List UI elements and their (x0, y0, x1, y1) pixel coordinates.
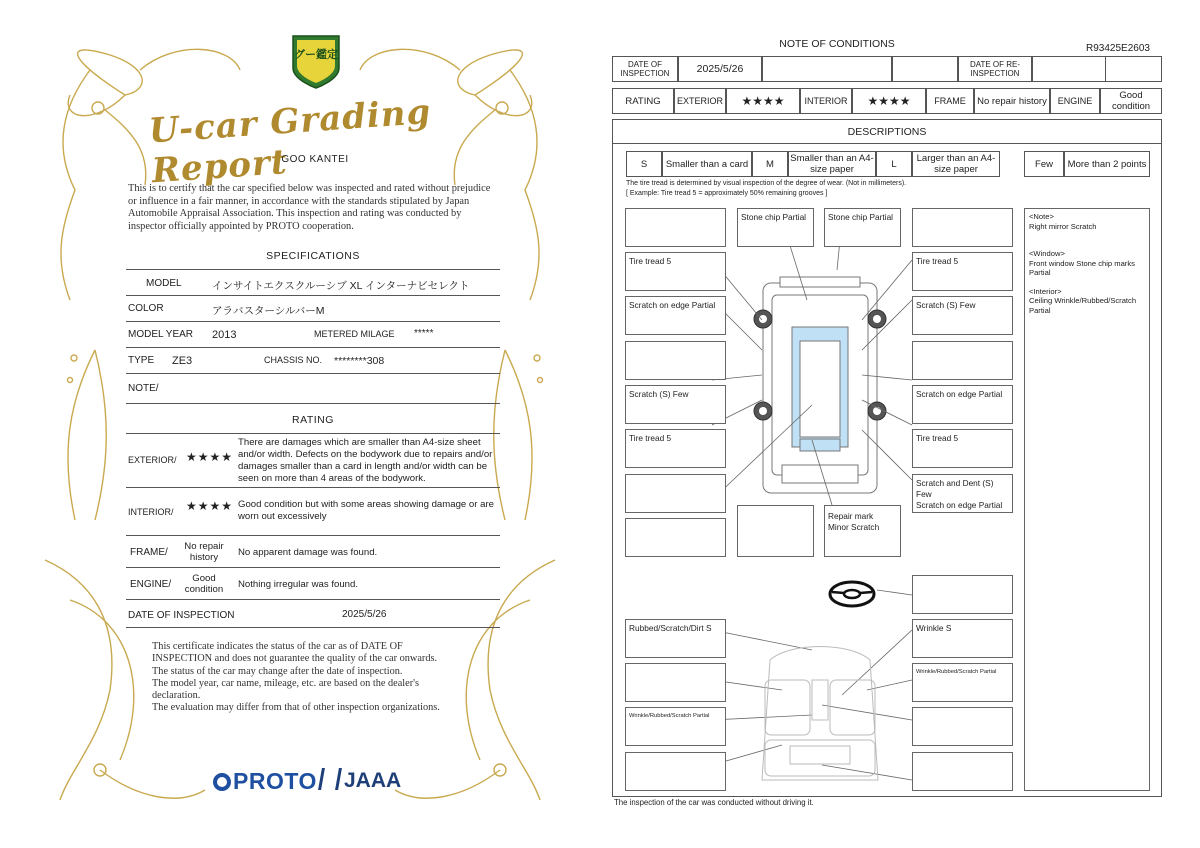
exterior-row (126, 435, 500, 488)
damage-box (625, 663, 726, 702)
legend-s-desc: Smaller than a card (662, 151, 752, 177)
model-year-label: MODEL YEAR (128, 329, 194, 340)
interior-box-left-3 (625, 707, 726, 746)
divider (126, 269, 500, 270)
damage-text: Stone chip Partial (741, 212, 807, 222)
damage-text: Scratch (S) Few (629, 389, 689, 399)
note-row (126, 375, 500, 404)
damage-box-left-2 (625, 296, 726, 335)
reference-number: R93425E2603 (1086, 43, 1150, 54)
engine-row (126, 569, 500, 600)
disclaimer-line: The status of the car may change after the date of inspection. (152, 665, 403, 677)
blank-cell (892, 56, 958, 82)
specifications-heading: SPECIFICATIONS (266, 250, 360, 262)
mileage-value: ***** (414, 328, 434, 339)
report-title: U-car Grading Report (147, 91, 433, 192)
exterior-stars: ★★★★ (726, 88, 800, 114)
interior-label: INTERIOR/ (128, 507, 174, 517)
damage-box-front-left (737, 208, 814, 247)
damage-box (625, 518, 726, 557)
model-year-row (126, 323, 500, 348)
damage-box-rear (824, 505, 901, 557)
legend-l-desc: Larger than an A4-size paper (912, 151, 1000, 177)
jaaa-logo-text: JAAA (344, 769, 402, 792)
engine-label: ENGINE (1050, 88, 1100, 114)
note-label: NOTE/ (128, 383, 159, 394)
goo-kantei-badge (289, 32, 343, 90)
car-interior-diagram (750, 640, 890, 790)
disclaimer-line: The evaluation may differ from that of other inspection organizations. (152, 702, 440, 714)
legend-m-desc: Smaller than an A4-size paper (788, 151, 876, 177)
damage-box-right-2 (912, 296, 1013, 335)
disclaimer-line: This certificate indicates the status of the car as of DATE OF (152, 641, 403, 652)
interior-note-heading: <Interior> (1029, 286, 1062, 296)
damage-box (912, 707, 1013, 746)
exterior-description: There are damages which are smaller than A4-size sheet and/or width. Defects on the bodywork due to repairs and/or damages smaller than a card in length and/or width can be seen on more than 4 areas of the bodywork. (238, 437, 493, 484)
interior-description: Good condition but with some areas showing damage or are worn out excessively (238, 499, 494, 522)
interior-note-body: Ceiling Wrinkle/Rubbed/Scratch Partial (1029, 296, 1137, 315)
disclaimer-line: INSPECTION and does not guarantee the quality of the car onwards. (152, 653, 438, 665)
type-label: TYPE (128, 355, 155, 366)
damage-box (625, 474, 726, 513)
window-heading: <Window> (1029, 249, 1065, 258)
model-year-value: 2013 (212, 329, 237, 341)
damage-text: Wrinkle/Rubbed/Scratch Partial (629, 713, 710, 719)
damage-text: Minor Scratch (828, 522, 880, 532)
damage-text: Scratch on edge Partial (916, 500, 1003, 510)
type-row (126, 349, 500, 374)
damage-text: Tire tread 5 (629, 433, 672, 443)
blank-cell (762, 56, 892, 82)
damage-text: Tire tread 5 (916, 433, 959, 443)
exterior-stars: ★★★★ (186, 450, 234, 464)
damage-box-right-6 (912, 474, 1013, 513)
jaaa-logo (320, 768, 401, 793)
tread-note: The tire tread is determined by visual inspection of the degree of wear. (Not in millimeters). (626, 180, 907, 187)
color-value: アラバスターシルバーM (212, 305, 325, 317)
conditions-heading: NOTE OF CONDITIONS (779, 38, 895, 50)
exterior-label: EXTERIOR/ (128, 455, 177, 465)
damage-box (625, 208, 726, 247)
rating-heading: RATING (292, 414, 334, 426)
damage-box (625, 752, 726, 791)
model-row (126, 271, 500, 296)
inspection-footnote: The inspection of the car was conducted without driving it. (614, 798, 814, 807)
damage-box (912, 208, 1013, 247)
damage-box (625, 341, 726, 380)
chassis-value: ********308 (334, 355, 385, 367)
disclaimer-line: The model year, car name, mileage, etc. are based on the dealer's (152, 677, 420, 689)
jaaa-logo-icon (318, 768, 342, 790)
damage-text: Wrinkle S (916, 623, 952, 633)
damage-box (912, 341, 1013, 380)
badge-text: グー鑑定 (294, 49, 338, 61)
frame-description: No apparent damage was found. (238, 547, 378, 558)
damage-text: Repair mark (828, 511, 874, 521)
damage-box (737, 505, 814, 557)
note-heading: <Note> (1029, 212, 1054, 221)
damage-text: Scratch on edge Partial (629, 300, 716, 310)
engine-label: ENGINE/ (130, 579, 172, 590)
damage-box-left-5 (625, 429, 726, 468)
date-of-inspection-label: DATE OF INSPECTION (612, 56, 678, 82)
frame-value: No repair history (184, 541, 224, 563)
interior-box-right-2 (912, 663, 1013, 702)
frame-row (126, 537, 500, 568)
descriptions-heading: DESCRIPTIONS (847, 126, 927, 138)
legend-l-label: L (876, 151, 912, 177)
interior-stars: ★★★★ (852, 88, 926, 114)
exterior-label: EXTERIOR (674, 88, 726, 114)
engine-value: Good condition (184, 573, 224, 595)
descriptions-header (612, 120, 1162, 144)
legend-s-label: S (626, 151, 662, 177)
damage-box (912, 752, 1013, 791)
interior-label: INTERIOR (800, 88, 852, 114)
damage-box-right-5 (912, 429, 1013, 468)
damage-text: Scratch on edge Partial (916, 389, 1003, 399)
damage-box-left-4 (625, 385, 726, 424)
notes-panel (1024, 208, 1150, 791)
damage-text: Scratch (S) Few (916, 300, 976, 310)
disclaimer-line: declaration. (152, 690, 201, 702)
model-label: MODEL (146, 278, 182, 289)
frame-label: FRAME (926, 88, 974, 114)
damage-box-front-right (824, 208, 901, 247)
damage-box-right-1 (912, 252, 1013, 291)
frame-label: FRAME/ (130, 547, 168, 558)
damage-text: Stone chip Partial (828, 212, 894, 222)
color-row (126, 297, 500, 322)
reinspection-label: DATE OF RE-INSPECTION (958, 56, 1032, 82)
inspection-date-value: 2025/5/26 (342, 609, 387, 620)
note-of-conditions-sheet (600, 0, 1200, 848)
certification-text: This is to certify that the car specified below was inspected and rated without prejudice or influence in a fair manner, in accordance with the standards stipulated by Japan Automobile Appraisal Association. This inspection and rating was conducted by inspector officially appointed by PROTO cooperation. (128, 183, 491, 232)
inspection-date-label: DATE OF INSPECTION (128, 610, 235, 621)
proto-logo-icon (213, 773, 231, 791)
note-body: Right mirror Scratch (1029, 221, 1097, 231)
inspection-date-row (126, 601, 500, 628)
certificate-disclaimer (152, 641, 482, 715)
date-of-inspection-value: 2025/5/26 (678, 56, 762, 82)
legend-few-desc: More than 2 points (1064, 151, 1150, 177)
window-body: Front window Stone chip marks Partial (1029, 258, 1135, 277)
damage-text: Rubbed/Scratch/Dirt S (629, 623, 712, 633)
interior-box-left-1 (625, 619, 726, 658)
frame-value: No repair history (974, 88, 1050, 114)
color-label: COLOR (128, 303, 164, 314)
legend-few-label: Few (1024, 151, 1064, 177)
mileage-label: METERED MILAGE (314, 329, 395, 339)
interior-stars: ★★★★ (186, 499, 234, 513)
divider (126, 433, 500, 434)
engine-description: Nothing irregular was found. (238, 579, 358, 590)
tread-example: [ Example: Tire tread 5 = approximately 50% remaining grooves ] (626, 190, 828, 197)
interior-row (126, 489, 500, 536)
report-subtitle: GOO KANTEI (281, 154, 349, 165)
damage-text: Tire tread 5 (629, 256, 672, 266)
damage-box (912, 575, 1013, 614)
blank-cell (1032, 56, 1106, 82)
rating-label: RATING (612, 88, 674, 114)
chassis-label: CHASSIS NO. (264, 355, 323, 365)
damage-box-right-4 (912, 385, 1013, 424)
damage-text: Tire tread 5 (916, 256, 959, 266)
interior-box-right-1 (912, 619, 1013, 658)
model-value: インサイトエクスクルーシブ XL インターナビセレクト (212, 280, 470, 292)
damage-text: Scratch and Dent (S) Few (916, 478, 994, 499)
steering-wheel-icon (826, 578, 878, 610)
damage-text: Wrinkle/Rubbed/Scratch Partial (916, 669, 997, 675)
proto-logo (213, 768, 317, 795)
engine-value: Good condition (1100, 88, 1162, 114)
proto-logo-text: PROTO (233, 768, 317, 794)
damage-box-left-1 (625, 252, 726, 291)
legend-m-label: M (752, 151, 788, 177)
type-value: ZE3 (172, 355, 193, 367)
